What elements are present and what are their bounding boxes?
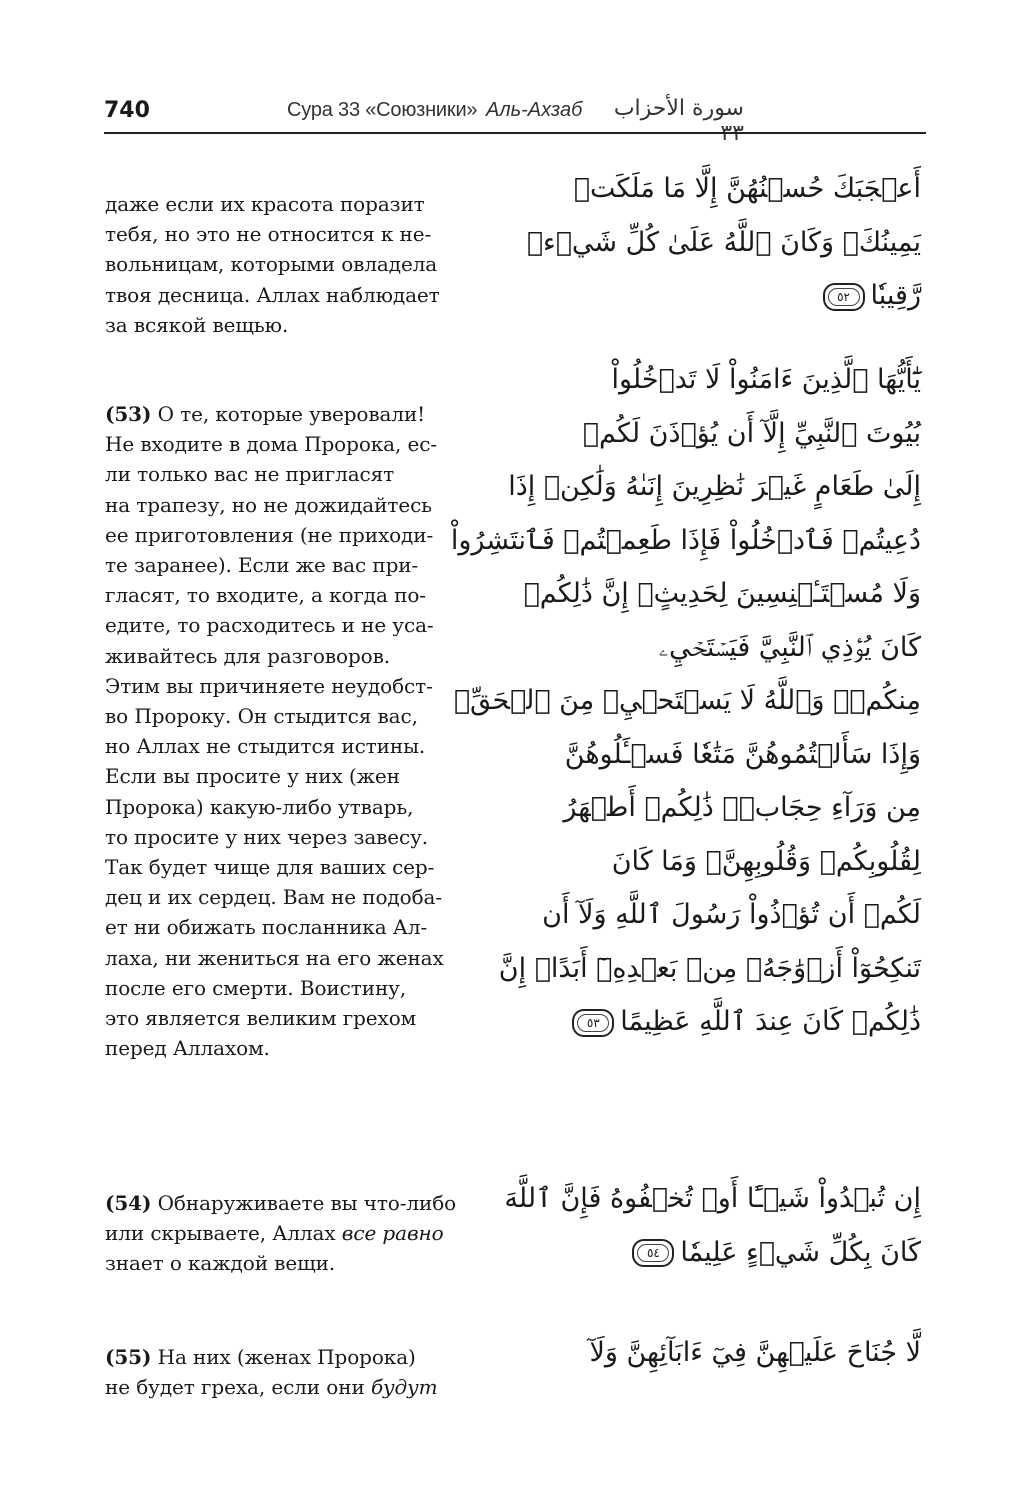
ayah-number-marker: ٥٣: [572, 1009, 614, 1037]
arabic-line: إِلَىٰ طَعَامٍ غَيۡرَ نَٰظِرِينَ إِنَىٰهُ وَلَٰكِنۡ إِذَا: [508, 471, 921, 502]
arabic-line: كَانَ يُؤۡذِي ٱلنَّبِيَّ فَيَسۡتَحۡيِۦ: [658, 631, 921, 663]
translation-verse-54: [105, 1188, 505, 1279]
arabic-block-52: [526, 162, 921, 323]
translation-italic: будут: [370, 1375, 438, 1400]
arabic-line: مِنكُمۡۖ وَٱللَّهُ لَا يَسۡتَحۡيِۦ مِنَ ٱلۡحَقِّۚ: [453, 685, 921, 716]
translation-paragraph: даже если их красота поразит тебя, но это не относится к не- вольницам, которыми овладела твоя десница. Аллах наблюдает за всякой вещью.: [105, 192, 440, 337]
arabic-line: يَٰٓأَيُّهَا ٱلَّذِينَ ءَامَنُواْ لَا تَدۡخُلُواْ: [611, 364, 921, 395]
header-divider: [104, 132, 926, 134]
arabic-line: وَإِذَا سَأَلۡتُمُوهُنَّ مَتَٰعٗا فَسۡـَٔلُوهُنَّ: [564, 738, 921, 770]
arabic-line: بُيُوتَ ٱلنَّبِيِّ إِلَّآ أَن يُؤۡذَنَ لَكُمۡ: [582, 417, 921, 449]
translation-text: знает о каждой вещи.: [105, 1251, 336, 1276]
ayah-number-marker: ٥٤: [632, 1239, 674, 1267]
translation-text: На них (женах Пророка) не будет греха, если они: [105, 1345, 416, 1400]
arabic-block-53: [450, 353, 921, 1049]
arabic-line: تَنكِحُوٓاْ أَزۡوَٰجَهُۥ مِنۢ بَعۡدِهِۦٓ أَبَدًاۚ إِنَّ: [498, 952, 921, 984]
arabic-line-text: ذَٰلِكُمۡ كَانَ عِندَ ٱللَّهِ عَظِيمًا: [620, 1006, 921, 1037]
arabic-line: لِقُلُوبِكُمۡ وَقُلُوبِهِنَّۚ وَمَا كَانَ: [611, 845, 921, 877]
translation-italic: все равно: [341, 1221, 444, 1246]
translation-paragraph: О те, которые уверовали! Не входите в дома Пророка, ес- ли только вас не пригласят на трапезу, но не дожидайтесь ее приготовления (не приходи- те заранее). Если же вас при- гласят, то входите, а когда по- едите, то расходитесь и не уса- живайтесь для разговоров. Этим вы причиняете неудобст- во Пророку. Он стыдится вас, но Аллах не стыдится истины. Если вы просите у них (жен Пророка) какую-либо утварь, то просите у них через завесу. Так будет чище для ваших сер- дец и их сердец. Вам не подоба- ет ни обижать посланника Ал- лаха, ни жениться на его женах после его смерти. Воистину, это является великим грехом перед Аллахом.: [105, 402, 444, 1061]
translation-verse-53: [105, 399, 505, 1063]
verse-number: (53): [105, 402, 152, 426]
surah-title-arabic: سورة الأحزاب ٣٣: [613, 96, 744, 146]
arabic-line: [545, 995, 921, 1049]
page-number: 740: [104, 98, 150, 123]
translation-verse-55: [105, 1342, 505, 1402]
arabic-line: لَكُمۡ أَن تُؤۡذُواْ رَسُولَ ٱللَّهِ وَلَآ أَن: [542, 899, 921, 930]
arabic-line: إِن تُبۡدُواْ شَيۡـًٔا أَوۡ تُخۡفُوهُ فَإِنَّ ٱللَّهَ: [504, 1183, 921, 1214]
arabic-line: أَعۡجَبَكَ حُسۡنُهُنَّ إِلَّا مَا مَلَكَتۡ: [573, 173, 921, 204]
verse-number: (54): [105, 1191, 152, 1215]
verse-number: (55): [105, 1345, 152, 1369]
arabic-block-55: [545, 1326, 921, 1380]
arabic-line-text: كَانَ بِكُلِّ شَيۡءٍ عَلِيمٗا: [680, 1236, 921, 1268]
arabic-line: وَلَا مُسۡتَـٔۡنِسِينَ لِحَدِيثٍۚ إِنَّ ذَٰلِكُمۡ: [523, 578, 921, 609]
translation-continued: [105, 189, 505, 340]
arabic-block-54: [504, 1172, 921, 1279]
surah-title-transliteration: Аль-Ахзаб: [486, 99, 583, 121]
arabic-line: [545, 269, 921, 323]
page-header: [104, 96, 926, 146]
arabic-line: يَمِينُكَۗ وَكَانَ ٱللَّهُ عَلَىٰ كُلِّ شَيۡءٖ: [526, 226, 921, 258]
translation-text: Обнаруживаете вы что-либо или скрываете, Аллах: [105, 1191, 457, 1246]
arabic-line-text: رَّقِيبٗا: [870, 280, 921, 311]
arabic-line: [545, 1226, 921, 1280]
arabic-line: لَّا جُنَاحَ عَلَيۡهِنَّ فِيٓ ءَابَآئِهِنَّ وَلَآ: [589, 1337, 921, 1368]
surah-title-russian: Сура 33 «Союзники»: [287, 99, 478, 121]
arabic-line: مِن وَرَآءِ حِجَابٖۚ ذَٰلِكُمۡ أَطۡهَرُ: [563, 792, 921, 823]
ayah-number-marker: ٥٢: [823, 283, 865, 311]
arabic-line: دُعِيتُمۡ فَٱدۡخُلُواْ فَإِذَا طَعِمۡتُمۡ فَٱنتَشِرُواْ: [450, 524, 921, 556]
